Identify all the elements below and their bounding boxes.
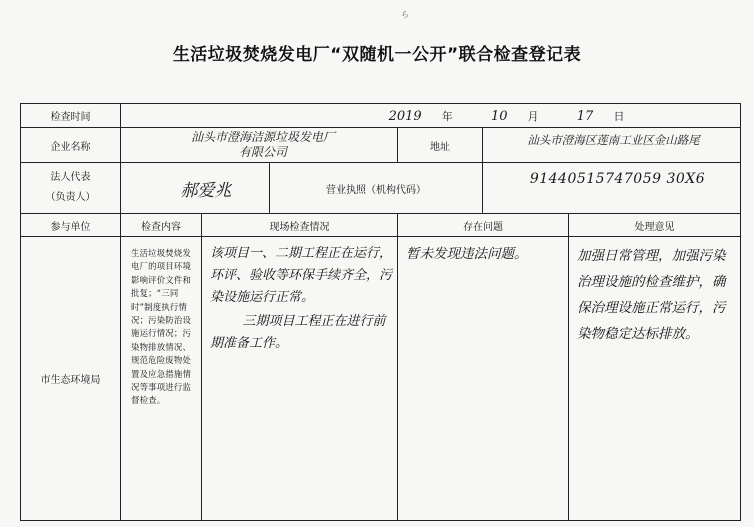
header-findings: 现场检查情况 bbox=[202, 214, 398, 237]
findings-para1: 该项目一、二期工程正在运行，环评、验收等环保手续齐全，污染设施运行正常。 bbox=[210, 246, 393, 305]
existing-problems: 暂未发现违法问题。 bbox=[398, 237, 569, 521]
findings-para2: 三期项目工程正在进行前期准备工作。 bbox=[210, 314, 386, 351]
onsite-findings bbox=[202, 237, 398, 521]
handling-opinion: 加强日常管理，加强污染治理设施的检查维护，确保治理设施正常运行，污染物稳定达标排放。 bbox=[569, 237, 741, 521]
company-value bbox=[121, 128, 398, 163]
address-label: 地址 bbox=[398, 128, 483, 163]
row-company bbox=[21, 128, 741, 163]
header-content: 检查内容 bbox=[121, 214, 202, 237]
inspection-content: 生活垃圾焚烧发电厂的项目环境影响评价文件和批复；“三同时”制度执行情况；污染防治设施运行情况；污染物排放情况、规范危险废物处置及应急措施情况等事项进行监督检查。 bbox=[121, 237, 202, 521]
date-day-unit: 日 bbox=[613, 109, 625, 123]
license-label: 营业执照（机构代码） bbox=[270, 163, 483, 214]
address-value: 汕头市澄海区莲南工业区金山路尾 bbox=[483, 128, 741, 163]
inspection-form-table bbox=[20, 103, 741, 521]
legal-rep-value: 郝爱兆 bbox=[121, 163, 270, 214]
inspect-time-label: 检查时间 bbox=[21, 104, 121, 128]
header-opinion: 处理意见 bbox=[569, 214, 741, 237]
page-title: 生活垃圾焚烧发电厂“双随机一公开”联合检查登记表 bbox=[172, 45, 582, 65]
company-label: 企业名称 bbox=[21, 128, 121, 163]
date-day: 17 bbox=[576, 108, 594, 124]
row-legal-rep bbox=[21, 163, 741, 214]
company-value-line2: 有限公司 bbox=[238, 145, 287, 159]
legal-rep-title: 法人代表 bbox=[50, 172, 91, 183]
license-value: 91440515747059 30X6 bbox=[483, 163, 741, 214]
header-unit: 参与单位 bbox=[21, 214, 121, 237]
row-inspect-time bbox=[21, 104, 741, 128]
page-mark: ら bbox=[401, 10, 409, 19]
inspect-date-value bbox=[121, 104, 741, 128]
date-year: 2019 bbox=[388, 108, 422, 124]
company-value-line1: 汕头市澄海洁源垃圾发电厂 bbox=[190, 130, 335, 144]
date-month: 10 bbox=[490, 108, 508, 124]
legal-rep-sub: （负责人） bbox=[45, 192, 96, 203]
date-year-unit: 年 bbox=[441, 109, 453, 123]
legal-rep-label bbox=[21, 163, 121, 214]
row-inspection-body bbox=[21, 237, 741, 521]
row-section-headers bbox=[21, 214, 741, 237]
date-month-unit: 月 bbox=[527, 109, 539, 123]
participating-unit: 市生态环境局 bbox=[21, 237, 121, 521]
header-problems: 存在问题 bbox=[398, 214, 569, 237]
